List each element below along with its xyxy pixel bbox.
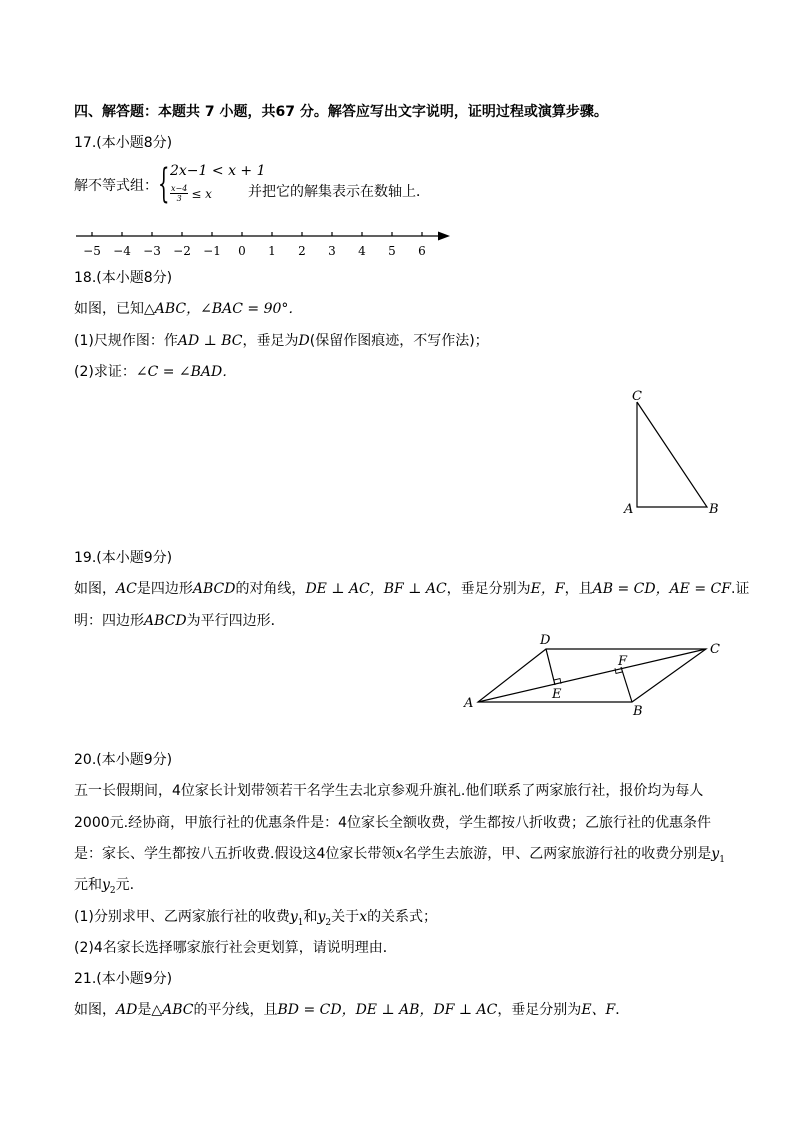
brace-symbol: { bbox=[158, 161, 170, 207]
q20-line4: 元和$y_2$元. bbox=[74, 877, 135, 896]
q20-part1: (1)分别求甲、乙两家旅行社的收费$y_1$和$y_2$关于x的关系式； bbox=[74, 909, 438, 928]
label-A: A bbox=[464, 696, 474, 711]
q21-header: 21.(本小题9分) bbox=[74, 971, 173, 987]
q20-part2: (2)4名家长选择哪家旅行社会更划算，请说明理由． bbox=[74, 940, 397, 956]
q18-header: 18.(本小题8分) bbox=[74, 270, 173, 286]
number-line-label: −4 bbox=[113, 244, 131, 258]
label-B: B bbox=[633, 704, 643, 719]
q20-line1: 五一长假期间，4位家长计划带领若干名学生去北京参观升旗礼.他们联系了两家旅行社，报价均为每人 bbox=[74, 783, 704, 799]
inequality-1: 2x−1 < x + 1 bbox=[170, 163, 266, 179]
triangle-figure bbox=[618, 384, 728, 520]
number-line bbox=[70, 222, 460, 262]
label-B: B bbox=[709, 502, 719, 517]
q20-line3: 是：家长、学生都按八五折收费.假设这4位家长带领x名学生去旅游，甲、乙两家旅游行社的收费分别是$y_1$ bbox=[74, 846, 725, 865]
q17-header: 17.(本小题8分) bbox=[74, 135, 173, 151]
q17-suffix: 并把它的解集表示在数轴上． bbox=[248, 184, 430, 200]
q19-header: 19.(本小题9分) bbox=[74, 550, 173, 566]
number-line-label: 3 bbox=[328, 244, 336, 258]
label-C: C bbox=[710, 642, 720, 657]
q19-line2: 明：四边形ABCD为平行四边形． bbox=[74, 613, 285, 629]
label-F: F bbox=[618, 654, 628, 669]
number-line-label: 2 bbox=[298, 244, 306, 258]
q18-part2: (2)求证：∠C = ∠BAD． bbox=[74, 364, 237, 380]
inequality-2: $\frac{x-4}{3}$ ≤ x bbox=[171, 184, 212, 203]
q21-line1: 如图，AD是△ABC的平分线，且BD = CD，DE ⊥ AB，DF ⊥ AC，垂足分别为E、F． bbox=[74, 1002, 630, 1018]
number-line-label: 1 bbox=[268, 244, 276, 258]
number-line-label: −1 bbox=[203, 244, 221, 258]
q18-part1: (1)尺规作图：作AD ⊥ BC，垂足为D(保留作图痕迹，不写作法)； bbox=[74, 333, 489, 349]
number-line-label: −3 bbox=[143, 244, 161, 258]
number-line-label: −2 bbox=[173, 244, 191, 258]
number-line-label: 4 bbox=[358, 244, 366, 258]
fraction: $\frac{x-4}{3}$ bbox=[171, 184, 188, 203]
label-A: A bbox=[624, 502, 634, 517]
q20-header: 20.(本小题9分) bbox=[74, 752, 173, 768]
number-line-label: 5 bbox=[388, 244, 396, 258]
label-C: C bbox=[632, 389, 642, 404]
label-D: D bbox=[540, 633, 551, 648]
q20-line2: 2000元.经协商，甲旅行社的优惠条件是：4位家长全额收费，学生都按八折收费；乙旅行社的优惠条件 bbox=[74, 815, 711, 831]
parallelogram-figure bbox=[460, 630, 730, 720]
number-line-label: 6 bbox=[418, 244, 426, 258]
label-E: E bbox=[552, 687, 562, 702]
q17-prefix: 解不等式组： bbox=[74, 178, 158, 194]
q18-line1: 如图，已知△ABC，∠BAC = 90°． bbox=[74, 301, 303, 317]
q19-line1: 如图，AC是四边形ABCD的对角线，DE ⊥ AC，BF ⊥ AC，垂足分别为E，F，且AB = CD，AE = CF.证 bbox=[74, 581, 750, 597]
section-heading: 四、解答题：本题共 7 小题，共67 分。解答应写出文字说明，证明过程或演算步骤。 bbox=[74, 104, 608, 120]
number-line-label: −5 bbox=[83, 244, 101, 258]
number-line-label: 0 bbox=[238, 244, 246, 258]
